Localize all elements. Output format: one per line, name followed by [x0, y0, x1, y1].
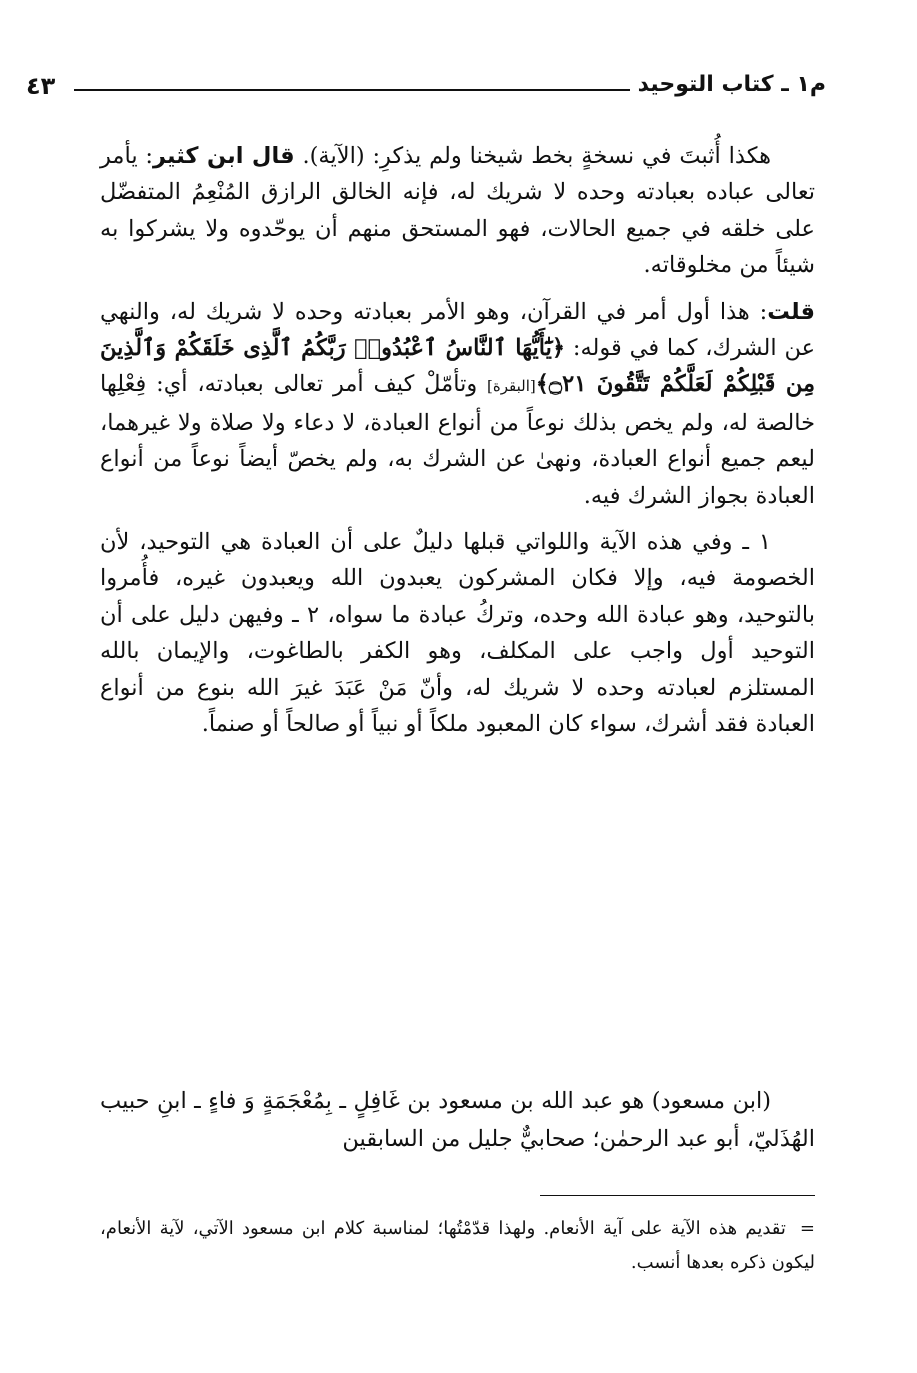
paragraph-1-body: : يأمر تعالى عباده بعبادته وحده لا شريك له، فإنه الخالق الرازق المُنْعِمُ المتفضّل على خلقه في جميع الحالات، فهو المستحق منهم أن يوحّدوه ولا يشركوا به شيئاً من مخلوقاته.: [100, 143, 815, 279]
verse-reference: [البقرة]: [487, 377, 536, 396]
paragraph-2-intro: : هذا أول أمر في القرآن، وهو الأمر بعبادته وحده لا شريك له، والنهي عن الشرك، كما في قوله:: [100, 298, 815, 362]
quran-verse: ﴿يَٰٓأَيُّهَا ٱلنَّاسُ ٱعْبُدُوا۟ رَبَّكُمُ ٱلَّذِى خَلَقَكُمْ وَٱلَّذِينَ مِن قَبْلِكُمْ لَعَلَّكُمْ تَتَّقُونَ ۝٢١﴾: [100, 335, 816, 398]
paragraph-2-body: وتأمّلْ كيف أمر تعالى بعبادته، أي: فِعْلِها خالصة له، ولم يخص بذلك نوعاً من أنواع العبادة، لا دعاء ولا صلاة ولا غيرهما، ليعم جميع أنواع العبادة، ونهىٰ عن الشرك به، ولم يخصّ أيضاً نوعاً من أنواع العبادة بجواز الشرك فيه.: [100, 371, 815, 509]
biography-text: (ابن مسعود) هو عبد الله بن مسعود بن غَافِلٍ ـ بِمُعْجَمَةٍ وَ فاءٍ ـ ابنِ حبيب الهُذَليّ، أبو عبد الرحمٰن؛ صحابيٌّ جليل من السابقين: [100, 1088, 815, 1152]
author-note-label: قلت: [767, 298, 815, 325]
header-rule: [74, 89, 630, 91]
running-header: [26, 72, 826, 112]
footnote-paragraph: [100, 1212, 815, 1280]
footnote-continuation-marker: =: [799, 1218, 815, 1239]
main-text: [100, 138, 815, 753]
biography-note: [100, 1082, 815, 1158]
paragraph-3: ١ ـ وفي هذه الآية واللواتي قبلها دليلٌ على أن العبادة هي التوحيد، لأن الخصومة فيه، وإلا فكان المشركون يعبدون الله ويعبدون غيره، فأُمروا بالتوحيد، وهو عبادة الله وحده، وتركُ عبادة ما سواه، ٢ ـ وفيهن دليل على أن التوحيد أول واجب على المكلف، وهو الكفر بالطاغوت، والإيمان بالله المستلزم لعبادته وحده لا شريك له، وأنّ مَنْ عَبَدَ غيرَ الله بنوع من أنواع العبادة فقد أشرك، سواء كان المعبود ملكاً أو نبياً أو صالحاً أو صنماً.: [100, 529, 815, 738]
quote-attribution: قال ابن كثير: [153, 143, 295, 169]
footnote-text: تقديم هذه الآية على آية الأنعام. ولهذا قدّمْتُها؛ لمناسبة كلام ابن مسعود الآتي، لآية الأنعام، ليكون ذكره بعدها أنسب.: [100, 1218, 815, 1273]
footnote: [100, 1212, 815, 1280]
footnote-rule: [540, 1195, 815, 1196]
paragraph-1: [100, 138, 815, 284]
paragraph-1-intro: هكذا أُثبتَ في نسخةٍ بخط شيخنا ولم يذكرِ: (الآية).: [294, 143, 771, 169]
page-number: ٤٣: [26, 72, 56, 100]
running-title: م١ ـ كتاب التوحيد: [637, 72, 826, 97]
paragraph-2: [100, 294, 815, 514]
